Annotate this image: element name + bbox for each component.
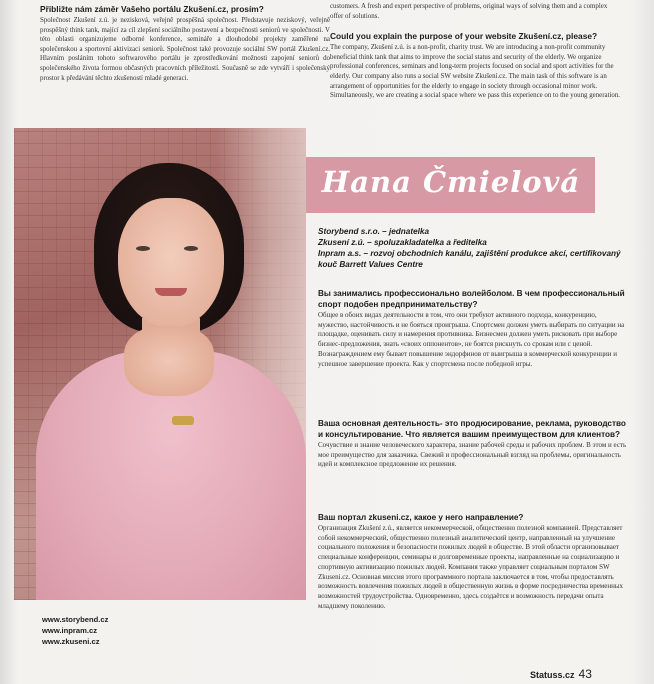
qa-block-2 — [318, 418, 628, 470]
website-link[interactable]: www.inpram.cz — [42, 626, 97, 635]
czech-answer-text: Společnost Zkušení z.ú. je nezisková, veřejně prospěšná společnost. Představuje neziskový, veřejně prospěšný think tank, mající za cíl zlepšení sociálního postavení a bezpečnosti seniorů ve společnosti. V této oblasti organizujeme odborné konference, semináře a dlouhodobé projekty zaměřené na společenskou a sportovní aktivizaci seniorů. Společnost také provozuje sociální SW portál Zkušení.cz. Hlavním posláním tohoto softwarového portálu je zprostředkování možnosti zapojení seniorů do společenského života formou občasných pracovních příležitostí. Současně se zde vytváří i společenský prostor k předávání těchto zkušeností mladé generaci. — [40, 17, 330, 82]
answer-text: Общее в обоих видах деятельности в том, что они требуют активного подхода, конкуренцию, мужество, настойчивость и не бояться проигрыша. Спортсмен должен уметь выбирать по ситуации на площадке, оценивать силу и намерения противника. Бизнесмен должен уметь рисковать при выборе бизнес-предложения, знать «своих оппонентов», не боятся рискнуть со срокам или с ценой. Вознаграждением ему бывает повышение эндорфинов от выигрыша в коммерческой конкуренции и успешное завершение проекта. Как у спортсмена после победной игры. — [318, 311, 625, 368]
top-left-column — [40, 4, 330, 83]
photo-smile — [155, 288, 187, 296]
photo-eye-left — [136, 246, 150, 251]
qa-block-3 — [318, 512, 628, 611]
answer-text: Сочувствие и знание человеческого характера, знание рабочей среды и рабочих проблем. В этом и есть мое преимущество для заказчика. Свежий и профессиональный взгляд на проблемы, оригинальность идей и комплексное предложение их решения. — [318, 441, 627, 469]
name-banner — [306, 157, 595, 213]
photo-face — [118, 198, 224, 328]
website-link[interactable]: www.storybend.cz — [42, 615, 109, 624]
portrait-photo — [14, 128, 306, 600]
question-heading: Ваша основная деятельность- это продюсирование, реклама, руководство и консультирование. Что является вашим преимуществом для клиентов? — [318, 419, 626, 439]
top-right-column — [330, 2, 620, 101]
photo-watch — [172, 416, 194, 425]
photo-hands — [124, 326, 214, 396]
role-line: Inpram a.s. – rozvoj obchodních kanálu, zajištění produkce akcí, certifikovaný kouč Barrett Values Centre — [318, 249, 621, 269]
roles-block — [318, 226, 628, 270]
english-answer-text: The company, Zkušení z.ú. is a non-profit, charity trust. We are introducing a non-profit community beneficial think tank that aims to improve the social status and security of the elderly. We organize professional conferences, seminars and long-term projects focused on social and sport activities for the elderly. Our company also runs a social SW website Zkušení.cz. The main task of this software is an arrangement of opportunities for the elderly to engage in society through occasional minor work. Simultaneously, we are creating a social space where we pass this experience on to the young generation. — [330, 44, 621, 100]
role-line: Zkusení z.ú. – spoluzakladatelka a ředitelka — [318, 238, 487, 247]
page-number: 43 — [578, 667, 592, 681]
website-link[interactable]: www.zkuseni.cz — [42, 637, 100, 646]
answer-text: Организация Zkušení z.ú., является некоммерческой, общественно полезной компанией. Представляет собой некоммерческий, общественно полезный аналитический центр, направленный на улучшение социального положения и безопасности пожилых людей в обществе. В этой области организовывает специальные конференции, семинары и долговременные проекты, направленные на социализацию и спортивную активизацию пожилых людей. Компания также управляет социальным порталом SW Zkuseni.cz. Основная миссия этого программного портала заключается в том, чтобы предоставлять возможность вовлечения пожилых людей в общественную жизнь в форме посредничества временных возможностей трудоустройства. Одновременно, здесь создаётся и возможность передачи опыта младшему поколению. — [318, 524, 624, 610]
magazine-name: Statuss.cz — [530, 670, 575, 680]
role-line: Storybend s.r.o. – jednatelka — [318, 227, 430, 236]
person-name: Hana Čmielová — [321, 165, 581, 199]
photo-eye-right — [184, 246, 198, 251]
question-heading: Ваш портал zkuseni.cz, какое у него направление? — [318, 513, 524, 522]
website-links — [42, 614, 108, 647]
question-heading: Вы занимались профессионально волейболом. В чем профессиональный спорт подобен предпринимательству? — [318, 289, 625, 309]
english-intro-text: customers. A fresh and expert perspective of problems, original ways of solving them and a complex offer of solutions. — [330, 3, 608, 20]
czech-question-heading: Přibližte nám záměr Vašeho portálu Zkušení.cz, prosím? — [40, 4, 264, 14]
english-question-heading: Could you explain the purpose of your website Zkušení.cz, please? — [330, 31, 598, 42]
page-footer — [530, 665, 592, 683]
qa-block-1 — [318, 288, 628, 369]
